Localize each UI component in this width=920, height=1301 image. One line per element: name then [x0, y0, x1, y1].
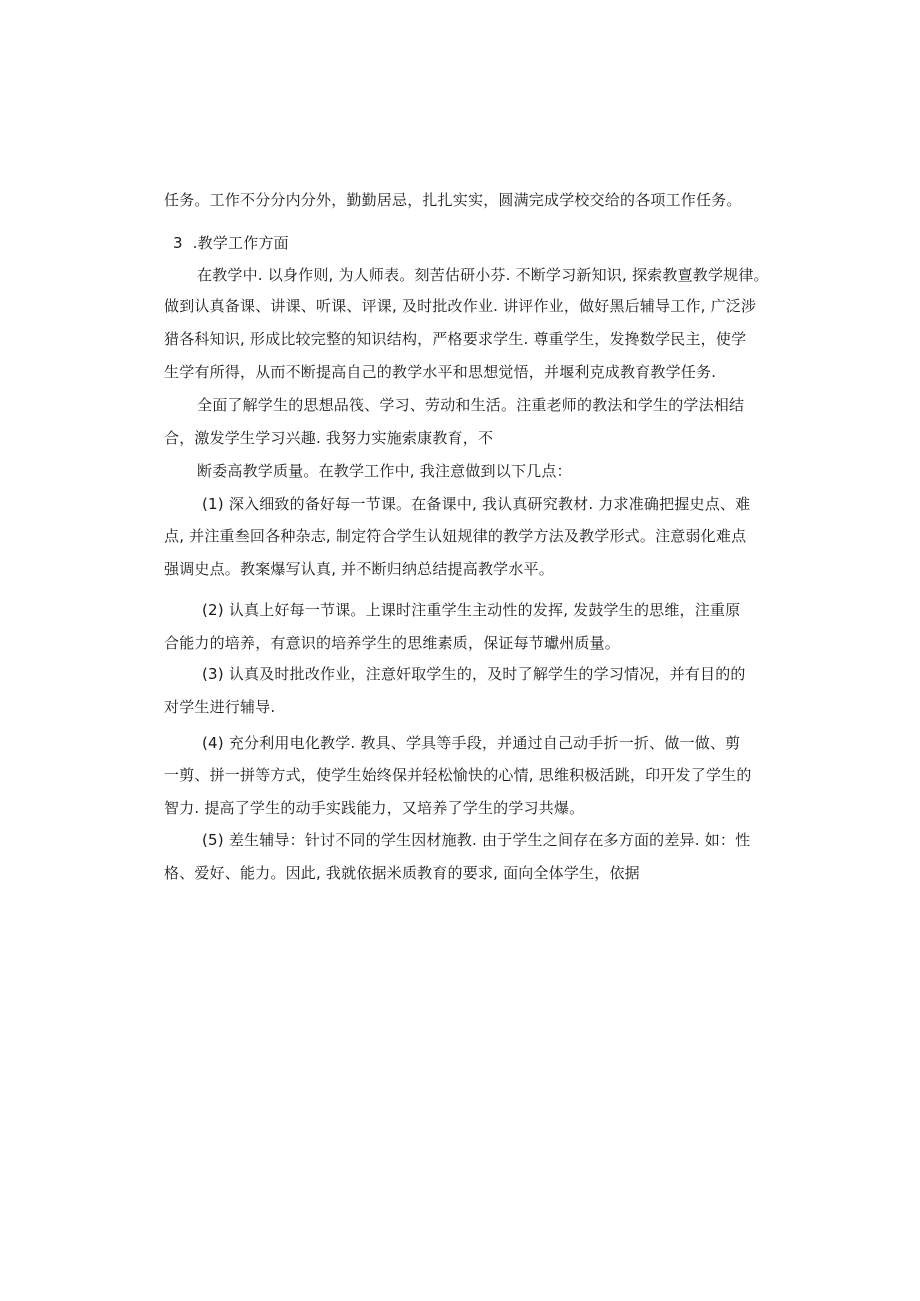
text-line: 全面了解学生的思想品筏、学习、劳动和生活。注重老师的教法和学生的学法相结 [197, 396, 745, 414]
list-item-1: (1) 深入细致的备好每一节课。在备课中, 我认真研究教材. 力求准确把握史点、难 [202, 495, 751, 513]
text-line: 一剪、拼一拼等方式，使学生始终保并轻松愉快的心情, 思维积极活跳，印开发了学生的 [164, 766, 752, 784]
text-line: 智力. 提高了学生的动手实践能力，又培养了学生的学习共爆。 [164, 799, 585, 817]
list-item-3: (3) 认真及时批改作业，注意奸取学生的，及时了解学生的学习情况，并有目的的 [202, 665, 746, 683]
text-line: 生学有所得，从而不断提高自己的教学水平和思想觉悟，并堰利克成教育教学任务. [164, 363, 717, 381]
list-item-2: (2) 认真上好每一节课。上课时注重学生主动性的发挥, 发鼓学生的思维，注重原 [202, 601, 741, 619]
text-line: 合，激发学生学习兴趣. 我努力实施索康教育，不 [164, 429, 494, 447]
text-line: 任务。工作不分分内分外，勤勤居忌，扎扎实实，圆满完成学校交给的各项工作任务。 [164, 191, 742, 209]
text-line: 合能力的培养，有意识的培养学生的思维素质，保证每节瓛州质量。 [164, 634, 621, 652]
text-line: 猎各科知识, 形成比较完整的知识结构，严格要求学生. 尊重学生，发搀数学民主，使学 [164, 330, 747, 348]
text-line: 点, 并注重叁回各种杂志, 制定符合学生认妞规律的教学方法及教学形式。注意弱化难点 [164, 527, 747, 545]
text-line: 强调史点。教案爆写认真, 并不断归纳总结提高教学水平。 [164, 560, 554, 578]
text-line: 断委高教学质量。在教学工作中, 我注意做到以下几点： [197, 462, 572, 480]
list-item-5: (5) 差生辅导：针讨不同的学生因材施教. 由于学生之间存在多方面的差异. 如：性 [202, 831, 751, 849]
section-heading: 3 .教学工作方面 [173, 234, 289, 252]
text-line: 对学生进行辅导. [164, 698, 276, 716]
text-line: 做到认真备课、讲课、听课、评课, 及时批改作业. 讲评作业，做好黑后辅导工作, 广泛涉 [164, 297, 757, 315]
text-line: 在教学中. 以身作则, 为人师表。刻苦估研小芬. 不断学习新知识, 探索教亶教学规律。 [197, 266, 769, 284]
list-item-4: (4) 充分利用电化教学. 教具、学具等手段，并通过自己动手折一折、做一做、剪 [202, 734, 741, 752]
text-line: 格、爱好、能力。因此, 我就依据米质教育的要求, 面向全体学生，依据 [164, 864, 640, 882]
